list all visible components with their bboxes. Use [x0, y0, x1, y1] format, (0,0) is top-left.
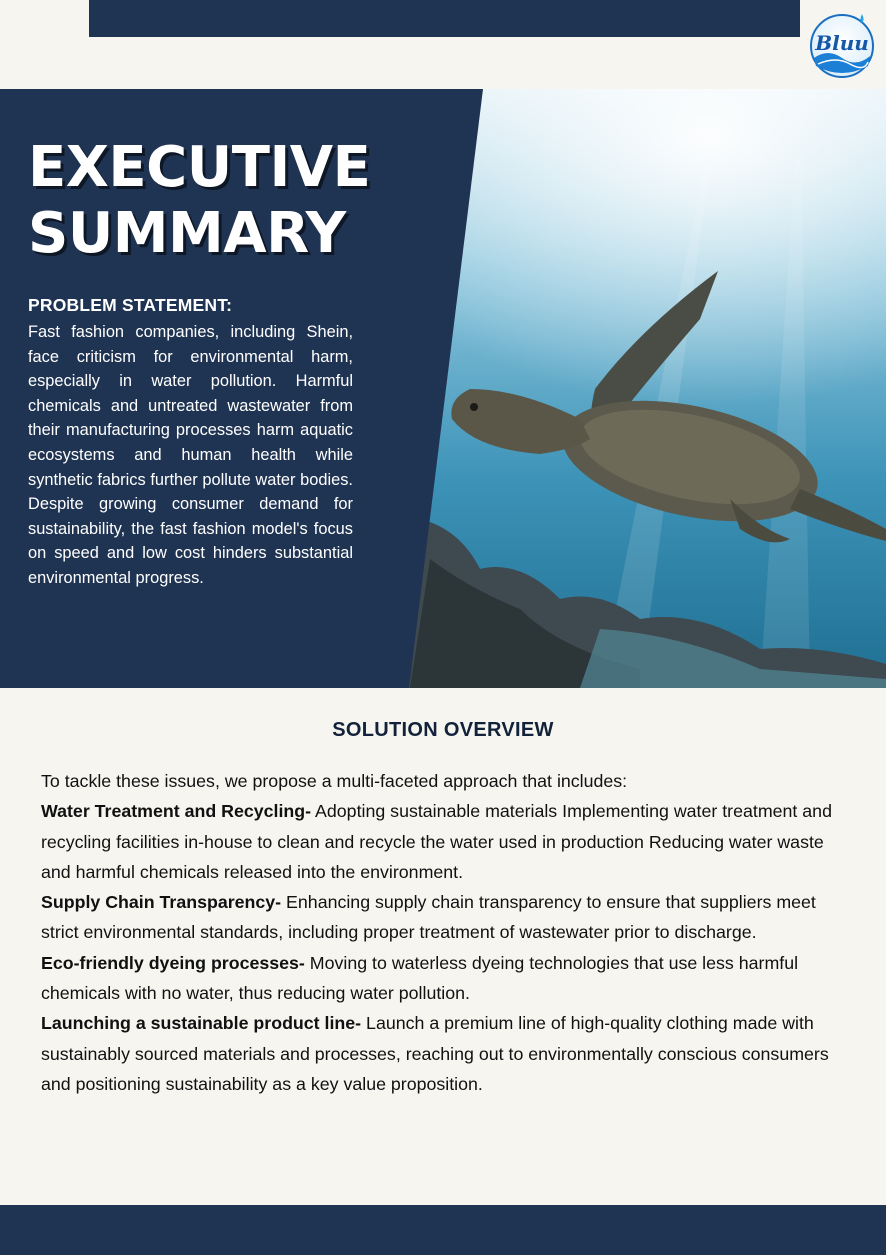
solution-item: [41, 1008, 851, 1099]
title-line-2: SUMMARY: [28, 201, 346, 266]
solution-item-title: Launching a sustainable product line-: [41, 1013, 362, 1034]
title-line-1: EXECUTIVE: [28, 135, 371, 200]
svg-text:Bluu: Bluu: [815, 31, 869, 55]
page-title: [28, 135, 408, 267]
solution-item: [41, 796, 851, 887]
solution-item: [41, 887, 851, 948]
header-bar: [89, 0, 800, 37]
solution-item-text: Launch a premium line of high-quality clothing made with sustainably sourced materials and processes, reaching out to environmentally conscious consumers and positioning sustainability as a key value proposition.: [41, 1013, 829, 1094]
solution-item: [41, 948, 851, 1009]
solution-item-text: Adopting sustainable materials Implementing water treatment and recycling facilities in-house to clean and recycle the water used in production Reducing water waste and harmful chemicals released into the environment.: [41, 801, 832, 882]
solution-item-title: Supply Chain Transparency-: [41, 892, 282, 913]
solution-item-title: Water Treatment and Recycling-: [41, 801, 312, 822]
solution-item-text: Enhancing supply chain transparency to ensure that suppliers meet strict environmental standards, including proper treatment of wastewater prior to discharge.: [41, 892, 816, 943]
hero-section: [0, 89, 886, 688]
footer-bar: [0, 1205, 886, 1255]
problem-statement-heading: PROBLEM STATEMENT:: [28, 295, 233, 315]
bluu-logo: [806, 8, 878, 80]
solution-overview-body: [41, 766, 851, 1099]
solution-intro: To tackle these issues, we propose a multi-faceted approach that includes:: [41, 771, 628, 791]
solution-overview-heading: SOLUTION OVERVIEW: [332, 719, 554, 741]
solution-item-title: Eco-friendly dyeing processes-: [41, 952, 305, 973]
problem-statement-text: Fast fashion companies, including Shein, face criticism for environmental harm, especially in water pollution. Harmful chemicals and untreated wastewater from their manufacturing processes harm aquatic ecosystems and human health while synthetic fabrics further pollute water bodies. Despite growing consumer demand for sustainability, the fast fashion model's focus on speed and low cost hinders substantial environmental progress.: [28, 323, 353, 587]
solution-item-text: Moving to waterless dyeing technologies that use less harmful chemicals with no water, thus reducing water pollution.: [41, 952, 799, 1004]
